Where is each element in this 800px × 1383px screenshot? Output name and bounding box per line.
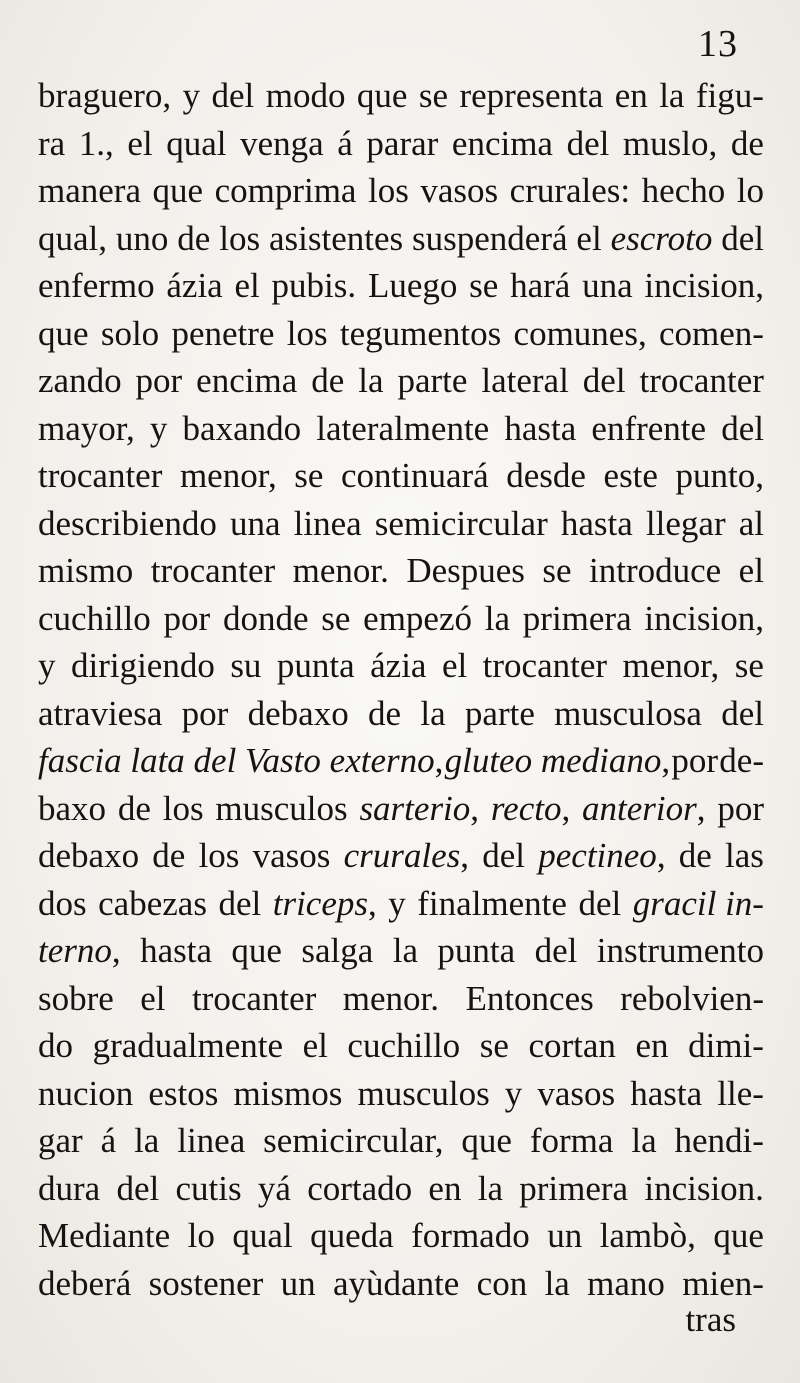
word: el (302, 1026, 328, 1065)
word: incision, (644, 598, 764, 638)
word: por (163, 598, 211, 638)
word: dimi- (688, 1026, 764, 1065)
word: instrumento (596, 931, 764, 970)
word: modo (265, 76, 346, 115)
word: lateralmente (316, 408, 490, 448)
word: cuchillo (347, 1026, 461, 1065)
word: estos (148, 1073, 219, 1113)
word: la (477, 1168, 503, 1208)
text-line (38, 642, 764, 690)
word: hendi- (674, 1121, 764, 1160)
word: musculosa (554, 693, 702, 733)
word: del (582, 361, 626, 400)
word: queda (310, 1216, 394, 1255)
word: que (152, 171, 204, 210)
page-number: 13 (698, 23, 738, 65)
word: formado (411, 1216, 530, 1255)
word: menor, (179, 456, 277, 495)
word: se (294, 456, 324, 495)
word: del (721, 408, 764, 448)
word: manera (38, 171, 141, 210)
word: penetre (171, 313, 275, 353)
text-line (38, 1260, 764, 1308)
word: sobre (38, 978, 114, 1018)
word: la (631, 1121, 657, 1160)
word: el (441, 646, 468, 685)
word: se (469, 266, 499, 305)
text-line (38, 120, 764, 168)
word: Entonces (465, 978, 594, 1018)
word: la (420, 693, 446, 733)
word: enfrente (591, 408, 707, 448)
word: y (388, 883, 406, 923)
word: recto, (490, 788, 571, 828)
word: pectineo, (538, 836, 666, 875)
word: crurales, (343, 836, 470, 875)
word: la (544, 1263, 570, 1303)
word: vasos (537, 1073, 616, 1113)
word: semicircular (374, 503, 548, 543)
text-line (38, 595, 764, 643)
word: triceps, (272, 883, 377, 923)
word: comunes, (513, 313, 647, 353)
word: dos (38, 883, 87, 923)
word: gar (38, 1121, 83, 1160)
word: qual (166, 123, 227, 163)
word: y (149, 408, 168, 448)
word: mismos (233, 1073, 343, 1113)
word: en (635, 1026, 669, 1065)
word: mismo (38, 551, 134, 590)
word: se (418, 76, 449, 115)
word: por (181, 693, 229, 733)
word: que (231, 931, 282, 970)
word: trocanter (482, 646, 608, 685)
text-line (38, 215, 764, 263)
word: lle- (717, 1073, 764, 1113)
word: pubis. (271, 266, 357, 305)
word: mayor, (38, 408, 135, 448)
word: y (182, 76, 201, 115)
word: parte (464, 693, 535, 733)
word: por (717, 788, 764, 828)
word: del (211, 76, 255, 115)
word: de (152, 836, 186, 875)
word: rebolvien- (620, 978, 764, 1018)
word: del (482, 836, 526, 875)
word: uno (115, 218, 169, 258)
word: figu- (695, 76, 764, 115)
text-line (38, 310, 764, 358)
word: primera (519, 1168, 629, 1208)
word: llegar (645, 503, 726, 543)
word: y (38, 646, 56, 685)
catchword: tras (685, 1300, 736, 1339)
word: suspenderá (412, 218, 568, 258)
text-line (38, 1165, 764, 1213)
word: desde (506, 456, 586, 495)
text-line (38, 690, 764, 738)
word: terno, (38, 931, 121, 970)
word: encima (196, 361, 298, 400)
word: la (392, 931, 418, 970)
word: crurales: (509, 171, 631, 210)
word: del (116, 1168, 160, 1208)
word: muslo, (622, 123, 718, 163)
word: de (678, 836, 712, 875)
word: musculos (357, 1073, 490, 1113)
word: la (358, 361, 384, 400)
word: do (38, 1026, 73, 1065)
word: gradualmente (92, 1026, 284, 1065)
text-line (38, 1070, 764, 1118)
word: cutis (175, 1168, 242, 1208)
word: trocanter (191, 978, 317, 1018)
word: venga (240, 123, 324, 163)
word: que (713, 1216, 764, 1255)
word: yá (257, 1168, 291, 1208)
word: del (566, 123, 610, 163)
word: zando (38, 361, 122, 400)
word: punta (437, 931, 516, 970)
word: donde (222, 598, 309, 638)
word: la (484, 598, 511, 638)
word: menor, (622, 646, 720, 685)
text-line (38, 737, 764, 785)
word: cortan (528, 1026, 616, 1065)
word: el (576, 218, 602, 258)
word: braguero, (38, 76, 172, 115)
word: el (140, 978, 166, 1018)
text-line (38, 500, 764, 548)
word: qual (232, 1216, 293, 1255)
word: los (367, 171, 409, 210)
word: su (230, 646, 262, 685)
word: en (614, 76, 648, 115)
word: menor. (342, 978, 439, 1018)
word: ázia (166, 266, 223, 305)
word: una (229, 503, 281, 543)
word: lambò, (599, 1216, 696, 1255)
word: trocanter (150, 551, 276, 590)
word: que (38, 313, 89, 353)
word: el (127, 123, 153, 163)
word: cortado (307, 1168, 413, 1208)
word: dirigiendo (70, 646, 215, 685)
word: Despues (406, 551, 525, 590)
word: de (117, 788, 151, 828)
text-line (38, 357, 764, 405)
word: comprima (214, 171, 357, 210)
word: de- (719, 741, 764, 780)
word: 1., (78, 123, 114, 163)
word: vasos (420, 171, 499, 210)
word: solo (100, 313, 160, 353)
word: del (721, 693, 764, 733)
word: baxo (38, 788, 107, 828)
word: un (280, 1263, 316, 1303)
word: trocanter (38, 456, 163, 495)
word: linea (177, 1121, 246, 1160)
word: los (219, 218, 261, 258)
word: debaxo (247, 693, 349, 733)
word: el (234, 266, 260, 305)
word: los (198, 836, 240, 875)
word: deberá (38, 1263, 132, 1303)
word: fascia lata del Vasto externo, (38, 741, 444, 780)
word: semicircular, (263, 1121, 444, 1160)
text-line (38, 1212, 764, 1260)
text-line (38, 1022, 764, 1070)
word: Luego (367, 266, 458, 305)
word: representa (459, 76, 604, 115)
word: de (311, 361, 345, 400)
word: musculos (215, 788, 348, 828)
word: debaxo (38, 836, 140, 875)
word: que (461, 1121, 512, 1160)
word: los (286, 313, 328, 353)
word: sostener (148, 1263, 264, 1303)
body-text (38, 72, 764, 1307)
word: sarterio, (359, 788, 480, 828)
word: menor. (292, 551, 389, 590)
text-line (38, 832, 764, 880)
word: ázia (370, 646, 427, 685)
word: gluteo mediano, (444, 741, 671, 780)
word: ra (38, 123, 66, 163)
text-line (38, 975, 764, 1023)
word: escroto (610, 218, 713, 258)
text-line (38, 927, 764, 975)
word: encima (451, 123, 553, 163)
word: baxando (182, 408, 302, 448)
word: describiendo (38, 503, 217, 543)
word: hasta (560, 503, 633, 543)
word: hará (510, 266, 571, 305)
word: de (368, 693, 402, 733)
word: gracil in- (632, 883, 764, 923)
word: por (671, 741, 719, 780)
word: se (321, 598, 351, 638)
word: punta (276, 646, 355, 685)
text-line (38, 262, 764, 310)
word: la (659, 76, 685, 115)
text-line (38, 72, 764, 120)
word: cuchillo (38, 598, 151, 638)
word: finalmente (417, 883, 567, 923)
text-line (38, 167, 764, 215)
word: hasta (504, 408, 577, 448)
word: las (725, 836, 764, 875)
word: anterior, (582, 788, 706, 828)
word: un (547, 1216, 583, 1255)
word: primera (522, 598, 632, 638)
word: del (218, 883, 262, 923)
word: comen- (658, 313, 764, 353)
word: este (603, 456, 658, 495)
word: lateral (481, 361, 569, 400)
word: la (134, 1121, 160, 1160)
word: hecho (641, 171, 726, 210)
word: á (337, 123, 353, 163)
word: de (177, 218, 211, 258)
word: del (534, 931, 578, 970)
text-line (38, 452, 764, 500)
word: se (479, 1026, 509, 1065)
word: se (734, 646, 764, 685)
word: nucion (38, 1073, 134, 1113)
word: dura (38, 1168, 101, 1208)
word: trocanter (639, 361, 764, 400)
word: lo (187, 1216, 215, 1255)
word: Mediante (38, 1216, 171, 1255)
word: salga (301, 931, 374, 970)
word: hasta (630, 1073, 703, 1113)
word: al (738, 503, 764, 543)
word: á (100, 1121, 117, 1160)
word: que (356, 76, 408, 115)
word: en (428, 1168, 462, 1208)
word: empezó (363, 598, 472, 638)
word: mano (587, 1263, 665, 1303)
word: cabezas (98, 883, 207, 923)
word: lo (736, 171, 764, 210)
word: y (504, 1073, 523, 1113)
text-line (38, 547, 764, 595)
word: punto, (675, 456, 764, 495)
word: tegumentos (339, 313, 502, 353)
word: una (582, 266, 633, 305)
text-line (38, 880, 764, 928)
word: incision. (644, 1168, 764, 1208)
text-line (38, 785, 764, 833)
word: por (135, 361, 183, 400)
word: mien- (682, 1263, 764, 1303)
word: forma (529, 1121, 614, 1160)
text-line (38, 1117, 764, 1165)
word: parte (397, 361, 468, 400)
word: introduce (589, 551, 722, 590)
word: con (476, 1263, 528, 1303)
word: hasta (140, 931, 212, 970)
word: continuará (340, 456, 489, 495)
word: asistentes (268, 218, 404, 258)
word: del (578, 883, 622, 923)
word: linea (293, 503, 362, 543)
word: del (721, 218, 764, 258)
word: de (730, 123, 764, 163)
word: vasos (252, 836, 331, 875)
word: parar (366, 123, 439, 163)
word: atraviesa (38, 693, 163, 733)
word: enfermo (38, 266, 155, 305)
word: los (162, 788, 204, 828)
word: incision, (644, 266, 764, 305)
word: se (542, 551, 572, 590)
word: qual, (38, 218, 108, 258)
text-line (38, 405, 764, 453)
word: ayùdante (333, 1263, 460, 1303)
word: el (738, 551, 764, 590)
